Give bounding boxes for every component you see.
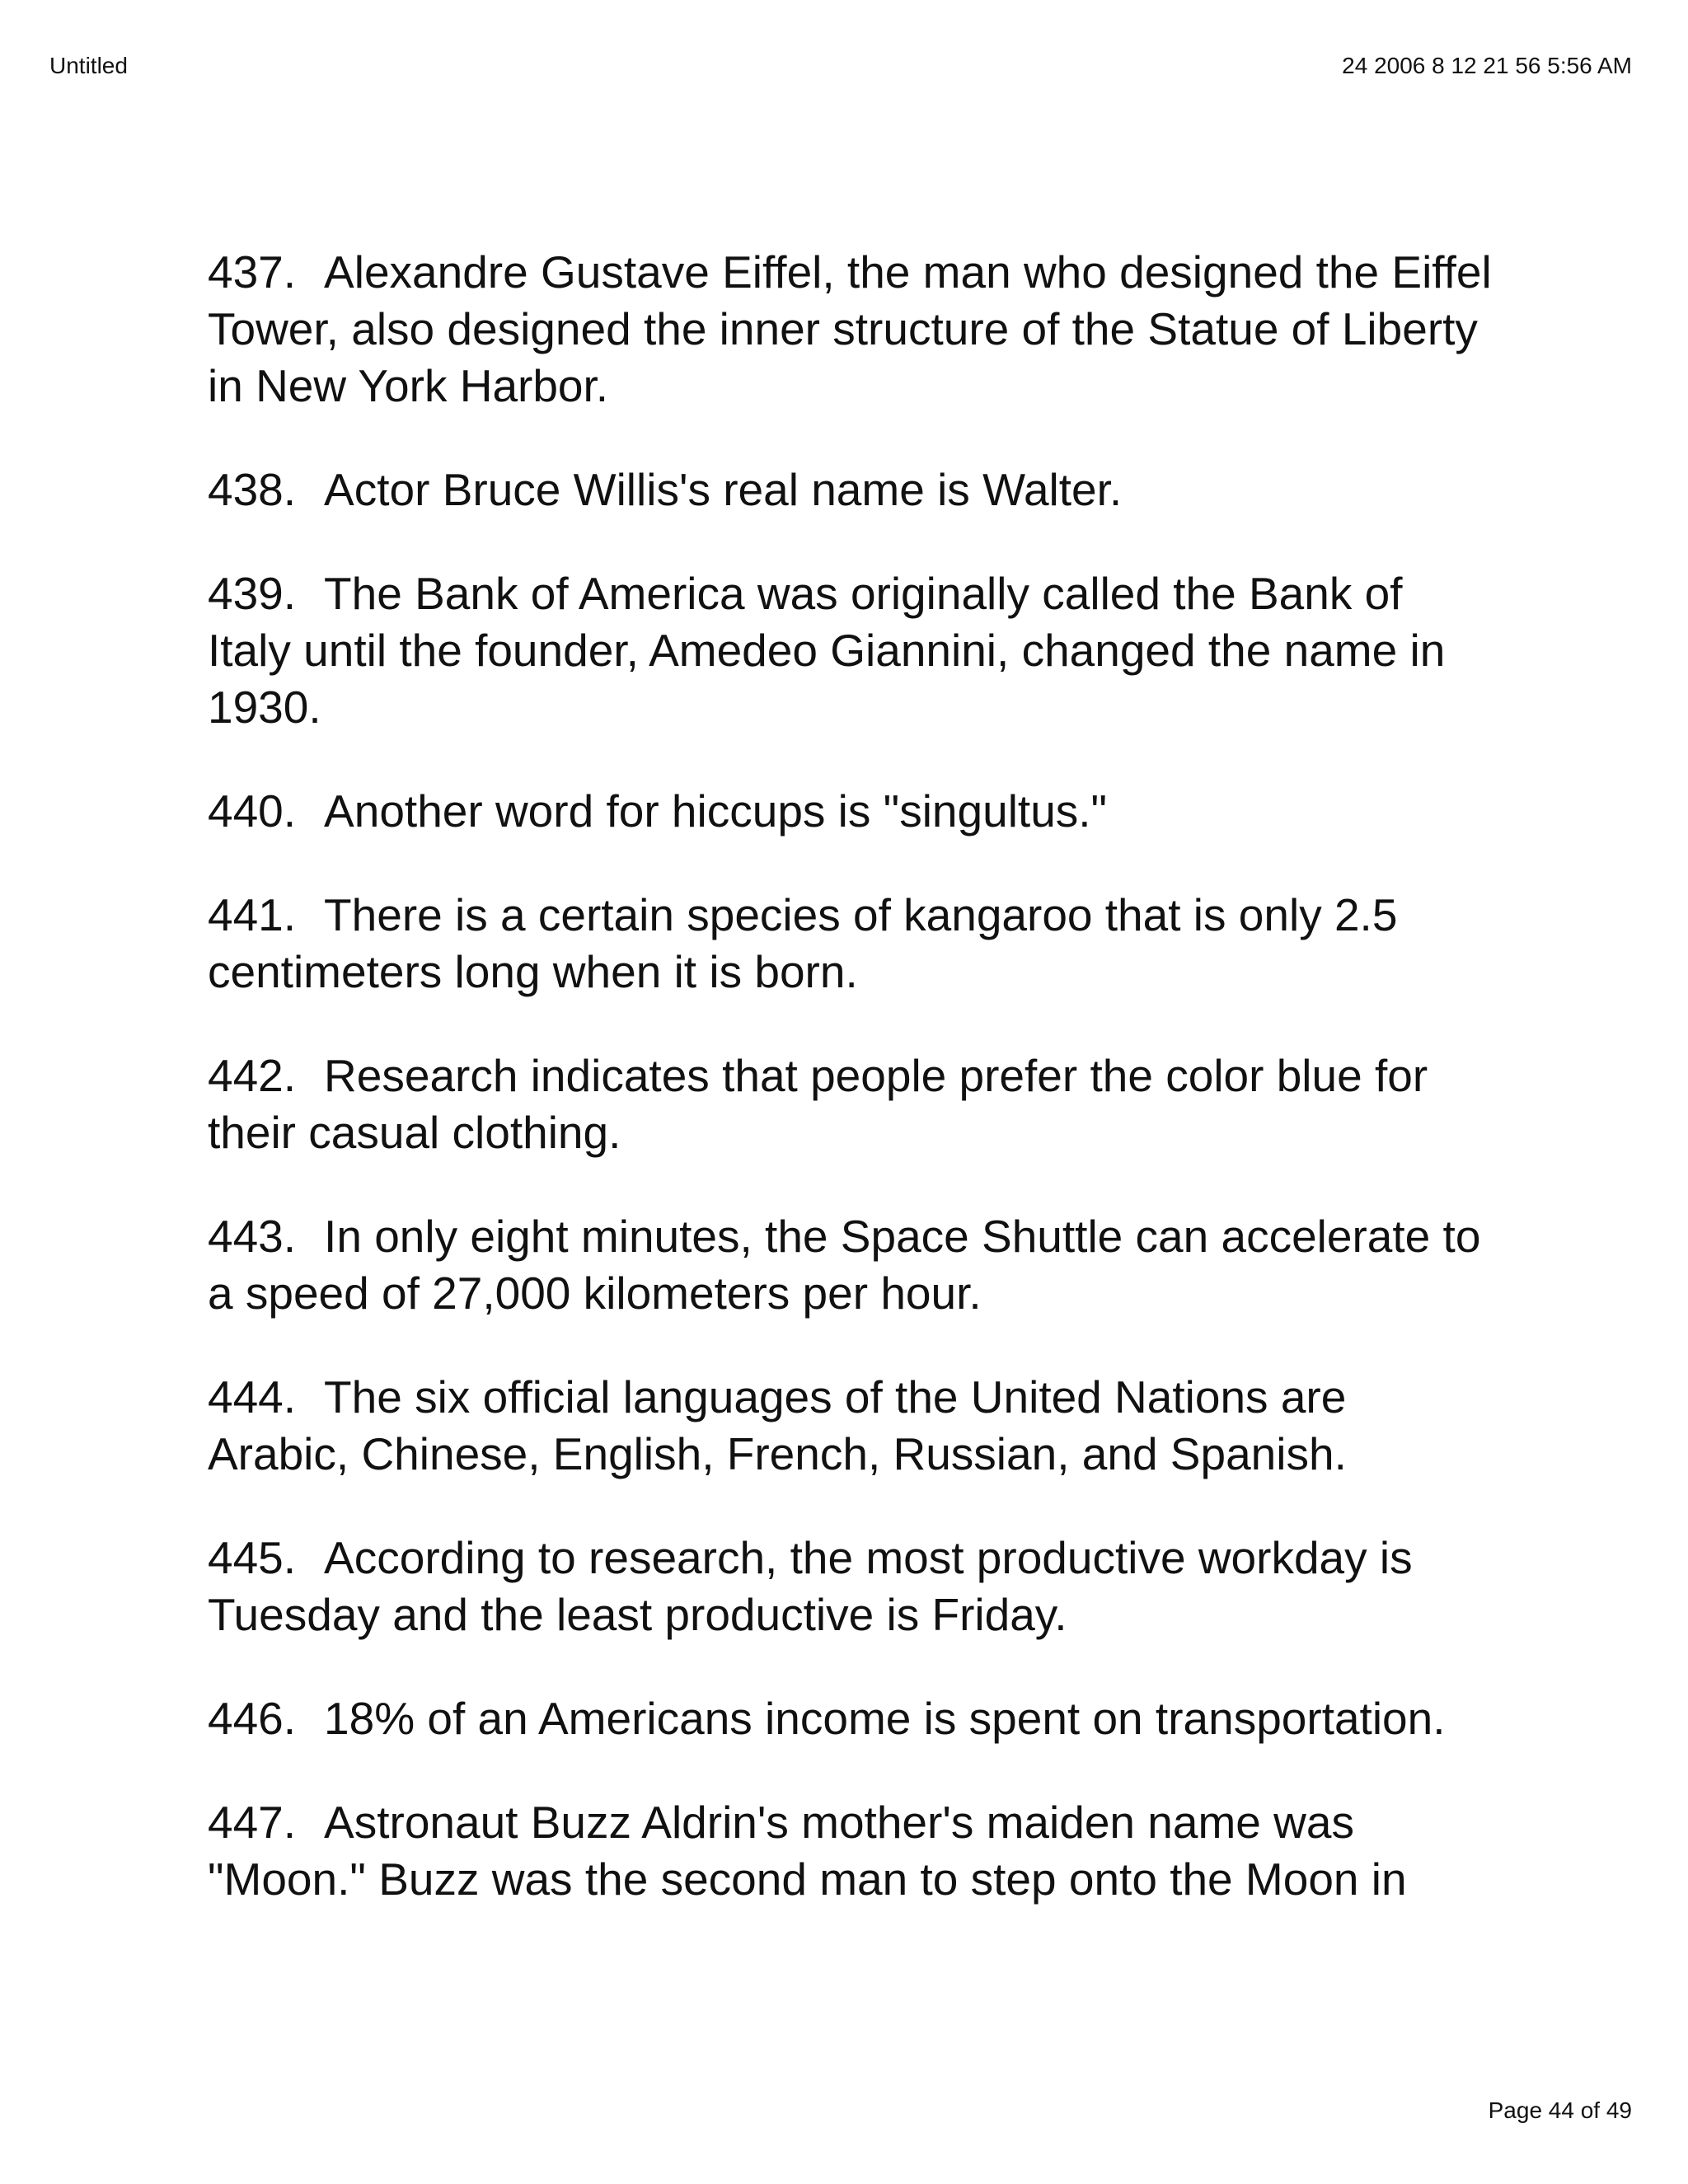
fact-text: There is a certain species of kangaroo that is only 2.5 centimeters long when it is born. <box>208 889 1410 997</box>
fact-text: Another word for hiccups is "singultus." <box>324 785 1108 837</box>
fact-text: Alexandre Gustave Eiffel, the man who designed the Eiffel Tower, also designed the inner structure of the Statue of Liberty in New York Harbor. <box>208 246 1503 411</box>
fact-number: 440. <box>208 785 297 837</box>
fact-number: 447. <box>208 1797 297 1848</box>
print-timestamp: 24 2006 8 12 21 56 5:56 AM <box>1342 53 1632 78</box>
fact-number: 445. <box>208 1532 297 1583</box>
fact-number: 437. <box>208 246 297 298</box>
fact-item-441 <box>208 887 1493 1001</box>
fact-number: 438. <box>208 464 297 515</box>
fact-number: 446. <box>208 1693 297 1744</box>
fact-item-443 <box>208 1208 1493 1322</box>
fact-item-446 <box>208 1690 1493 1747</box>
fact-item-444 <box>208 1369 1493 1483</box>
fact-number: 439. <box>208 568 297 619</box>
document-title: Untitled <box>49 53 128 78</box>
fact-text: The six official languages of the United Nations are Arabic, Chinese, English, French, Russian, and Spanish. <box>208 1371 1357 1479</box>
fact-text: In only eight minutes, the Space Shuttle can accelerate to a speed of 27,000 kilometers per hour. <box>208 1211 1493 1319</box>
fact-text: 18% of an Americans income is spent on transportation. <box>324 1693 1446 1744</box>
fact-text: According to research, the most productive workday is Tuesday and the least productive is Friday. <box>208 1532 1424 1640</box>
fact-item-447 <box>208 1794 1493 1908</box>
page-number: Page 44 of 49 <box>1488 2097 1632 2123</box>
fact-text: The Bank of America was originally called the Bank of Italy until the founder, Amedeo Giannini, changed the name in 1930. <box>208 568 1458 733</box>
fact-number: 441. <box>208 889 297 940</box>
fact-number: 442. <box>208 1050 297 1101</box>
fact-item-437 <box>208 244 1503 415</box>
fact-item-442 <box>208 1047 1493 1161</box>
fact-text: Research indicates that people prefer the color blue for their casual clothing. <box>208 1050 1441 1158</box>
fact-item-439 <box>208 565 1493 736</box>
fact-item-440 <box>208 783 1493 840</box>
fact-number: 443. <box>208 1211 297 1262</box>
facts-list <box>208 244 1503 1955</box>
fact-text: Actor Bruce Willis's real name is Walter. <box>324 464 1123 515</box>
fact-item-445 <box>208 1530 1493 1643</box>
fact-number: 444. <box>208 1371 297 1422</box>
fact-text: Astronaut Buzz Aldrin's mother's maiden name was "Moon." Buzz was the second man to step onto the Moon in <box>208 1797 1407 1905</box>
fact-item-438 <box>208 462 1493 518</box>
